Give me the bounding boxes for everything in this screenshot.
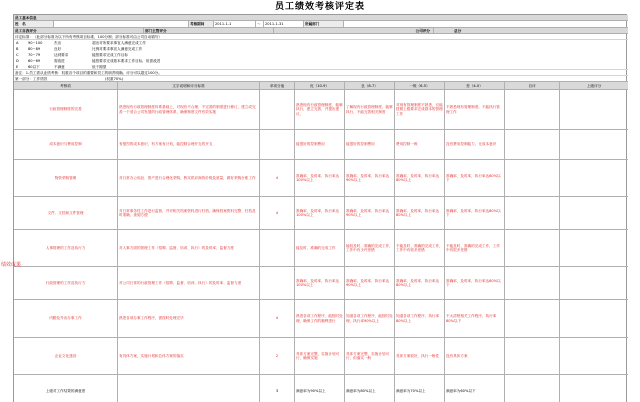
side-label: 绩效成果 (1, 262, 22, 268)
cell-fair: 准确率、及时率，执行率达80%以上 (395, 160, 445, 196)
cell-excellent: 熟悉现有行政管理制度，能够执行，建立完善，并提出建议， (295, 90, 345, 129)
col-poor: 差（4-0） (445, 82, 505, 89)
cell-fair: 不能及时、准确的完成工作，工作中有较多差错 (395, 230, 445, 266)
cell-poor: 准确率、及时率，执行率达80%以下 (445, 267, 505, 299)
cell-self[interactable] (505, 375, 560, 402)
cell-standard: 有具体方案，实施计划和总体方案的落实 (118, 338, 260, 374)
cell-item: 内勤及外出办事工作 (14, 300, 118, 337)
col-superior: 上级评分 (586, 84, 602, 88)
cell-standard: 熟悉现有行政管理制度体系基础上，对现有不合理、不完善的制度进行修订，建立或完善一个适合公司发展的行政管理体系，确保制度文件有效实施 (118, 90, 260, 129)
cell-fair: 具体方案较好，执行一般性 (395, 338, 445, 374)
name-field[interactable] (54, 21, 189, 27)
cell-good: 能很好的控制费用 (345, 130, 395, 159)
cell-item: 行政管理的工作及执行力 (14, 267, 118, 299)
period-label: 考核期间 (189, 21, 214, 27)
cell-self[interactable] (505, 130, 560, 159)
rating-note: 备注：1.员工需从业绩考核：权重各个项目的重要和员工的职责明确。评分可以超过100分。 (15, 71, 162, 75)
table-row (14, 375, 628, 402)
cell-self[interactable] (505, 230, 560, 266)
rating-guide-heading: 评定标准：（此部分标准为以下所有考核项目标准，100分制；部分标准可由公司自动填写） (15, 35, 163, 39)
cell-item: 人事管理的工作及执行力 (14, 230, 118, 266)
self-score-label: 员工自我评分 (14, 28, 144, 33)
cell-good: 满意率为80%以上 (345, 375, 395, 402)
cell-excellent: 熟悉各项工作程序，能按时处理，确保工作的顺利进行 (295, 300, 345, 337)
cell-poor: 满意率为60%以下 (445, 375, 505, 402)
dept-score-label: 部门主管评分 (144, 28, 274, 33)
table-row (14, 300, 628, 338)
cell-superior[interactable] (560, 267, 628, 299)
basic-info-row (14, 21, 628, 28)
cell-poor: 不太清楚相关工作程序，执行率80%以下 (445, 300, 505, 337)
col-good: 良（8-7） (345, 82, 395, 89)
cell-poor: 没有费用控制能力，无成本意识 (445, 130, 505, 159)
table-row (14, 160, 628, 197)
table-row (14, 230, 628, 267)
cell-weight (260, 130, 295, 159)
cell-poor: 准确率、及时率，执行率达80%以下 (445, 197, 505, 229)
cell-good: 准确率、及时率，执行率达90%以上 (345, 267, 395, 299)
cell-fair: 满意率为70%以上 (395, 375, 445, 402)
table-row (14, 338, 628, 375)
cell-good: 具体方案完整，实施计划可行，但落实一般 (345, 338, 395, 374)
cell-fair: 费用控制一般 (395, 130, 445, 159)
cell-excellent: 能及时、准确的完成工作 (295, 230, 345, 266)
cell-standard: 有强烈的成本意识，有方案有计划，能控制合理开支的开支 (118, 130, 260, 159)
cell-superior[interactable] (560, 338, 628, 374)
cell-good: 知道各项工作程序，能按时处理，执行率90%以上 (345, 300, 395, 337)
name-label: 姓 名 (14, 21, 54, 27)
cell-excellent: 准确率、及时率，执行率达100%以上 (295, 197, 345, 229)
cell-standard: 对日常事务性工作进行监督，并对相关档案资料进行归档，确保档案资料完整、归档及时准确，查阅方便 (118, 197, 260, 229)
rating-row-e: E 60以下 不满意 低于期望 (16, 65, 107, 69)
cell-self[interactable] (505, 160, 560, 196)
col-weight: 单项分值 (260, 82, 295, 89)
company-score-label: 公司评分 (274, 28, 434, 33)
cell-weight: 4 (260, 160, 295, 196)
cell-fair: 对现有管理制度不熟悉，仅能按照上级要求完成基本的管理工作 (395, 90, 445, 129)
cell-superior[interactable] (560, 197, 628, 229)
cell-superior[interactable] (560, 160, 628, 196)
cell-standard: 对公司日常的行政管理工作（招聘、监督、培训、执行）的及时率、监督力度 (118, 267, 260, 299)
cell-fair: 准确率、及时率，执行率达80%以上 (395, 267, 445, 299)
table-row (14, 90, 628, 130)
cell-poor: 没有具体方案 (445, 338, 505, 374)
cell-standard: 对人事方面的管理工作（招聘、监督、培训、执行）的及时率、监督力度 (118, 230, 260, 266)
rating-row-a: A 90~100 杰出 超出对所要求事宜人满意完成工作 (16, 41, 146, 45)
col-item: 考核项 (14, 82, 118, 89)
cell-weight (260, 267, 295, 299)
page-title: 员工绩效考核评定表 (274, 2, 365, 12)
cell-weight: 4 (260, 300, 295, 337)
col-standard: 文字说明和评分标准 (118, 82, 260, 89)
cell-standard (118, 375, 260, 402)
rating-row-d: D 60~69 需改进 能按要求完成基本要求工作目标，但需改进 (16, 59, 161, 63)
table-row (14, 197, 628, 230)
cell-excellent: 具体方案完整，实施计划可行，确保实施 (295, 338, 345, 374)
cell-excellent: 准确率、及时率，执行率达100%以上 (295, 160, 345, 196)
cell-item: 企业文化建设 (14, 338, 118, 374)
cell-excellent: 准确率、及时率，执行率达100%以上 (295, 267, 345, 299)
cell-weight (260, 230, 295, 266)
basic-info-label: 员工基本信息 (15, 16, 37, 20)
table-header (14, 82, 628, 90)
cell-weight: 3 (260, 375, 295, 402)
cell-self[interactable] (505, 197, 560, 229)
cell-item: 成本意识与费用控制 (14, 130, 118, 159)
part1-weight: (权重70%) (105, 77, 123, 81)
cell-good: 了解现有行政管理制度，能够执行，不能完善相关制度 (345, 90, 395, 129)
cell-excellent: 能很好的控制费用 (295, 130, 345, 159)
cell-item: 行政管理制度的完善 (14, 90, 118, 129)
cell-poor: 不能及时、准确的完成工作，工作中有很多差错 (445, 230, 505, 266)
note-row (14, 69, 628, 76)
part1-label: 第一部分：工作绩效 (15, 77, 48, 81)
period-from[interactable]: 2011-1-1 (214, 21, 256, 27)
period-sep: ～ (256, 21, 264, 27)
cell-superior[interactable] (560, 230, 628, 266)
col-excellent: 优（10-9） (295, 82, 345, 89)
cell-self[interactable] (505, 90, 560, 129)
cell-item: 上级对工作结果的满意度 (14, 375, 118, 402)
cell-good: 能较及时、准确的完成工作，工作中有少许差错 (345, 230, 395, 266)
cell-good: 准确率、及时率，执行率达90%以上 (345, 160, 395, 196)
cell-self[interactable] (505, 300, 560, 337)
rating-row-c: C 70~79 达到要求 能按要求完成工作目标 (16, 53, 128, 57)
cell-good: 准确率、及时率，执行率达90%以上 (345, 197, 395, 229)
cell-poor: 不熟悉现有管理制度，不能执行管理工作 (445, 90, 505, 129)
cell-poor: 准确率、及时率，执行率达80%以下 (445, 160, 505, 196)
cell-weight (260, 90, 295, 129)
cell-standard: 熟悉各项办事工作程序，需按时处理完毕 (118, 300, 260, 337)
cell-fair: 知道各项工作程序，执行率80%以上 (395, 300, 445, 337)
cell-excellent: 满意率为90%以上 (295, 375, 345, 402)
cell-item: 物资采购管理 (14, 160, 118, 196)
cell-superior[interactable] (560, 300, 628, 337)
cell-standard: 对日常办公用品、资产进行合理化采购，核实供应商的价格及质量，做好采购台账工作 (118, 160, 260, 196)
period-to[interactable]: 2011-1-31 (264, 21, 304, 27)
total-label: 总分 (454, 29, 462, 33)
rating-guide-list (14, 40, 628, 70)
table-row (14, 267, 628, 300)
cell-weight: 4 (260, 197, 295, 229)
col-fair: 一般（6-5） (395, 82, 445, 89)
cell-fair: 准确率、及时率，执行率达80%以上 (395, 197, 445, 229)
col-self: 自评 (505, 82, 560, 89)
table-row (14, 130, 628, 160)
cell-self[interactable] (505, 267, 560, 299)
dept-field[interactable] (344, 21, 628, 27)
rating-row-b: B 80~89 良好 比例对要求事宜人满意完成工作 (16, 47, 143, 51)
cell-superior[interactable] (560, 90, 628, 129)
cell-superior[interactable] (560, 130, 628, 159)
cell-superior[interactable] (560, 375, 628, 402)
cell-self[interactable] (505, 338, 560, 374)
cell-weight: 2 (260, 338, 295, 374)
cell-item: 文件、文档和文件管理 (14, 197, 118, 229)
dept-label: 所属部门 (304, 21, 344, 27)
evaluation-sheet (13, 14, 627, 402)
